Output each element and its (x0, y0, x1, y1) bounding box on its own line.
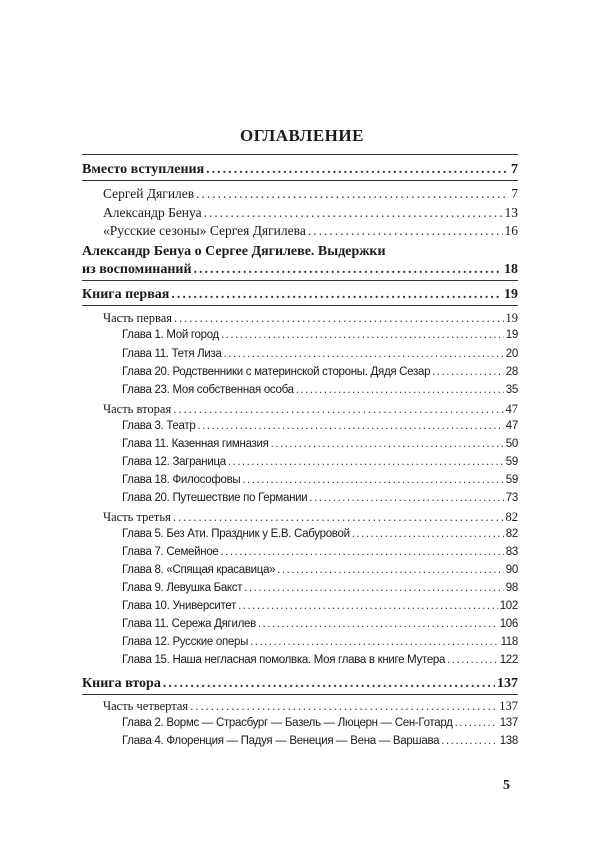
leader-dots (204, 205, 503, 221)
toc-entry-title: Часть третья (103, 510, 171, 524)
toc-entry-page: 83 (505, 546, 518, 558)
toc-entry[interactable] (122, 636, 518, 648)
toc-entry-page: 20 (505, 348, 518, 360)
leader-dots (224, 348, 504, 360)
toc-entry-title-line1: Александр Бенуа о Сергее Дягилеве. Выдержки (82, 244, 386, 259)
toc-entry-page: 73 (505, 492, 518, 504)
toc-entry-title: из воспоминаний (82, 262, 192, 277)
leader-dots (432, 366, 504, 378)
leader-dots (441, 735, 497, 747)
leader-dots (197, 420, 503, 432)
toc-entry-page: 59 (505, 456, 518, 468)
toc-entry-title: Книга первая (82, 287, 170, 302)
toc-entry-title: Глава 20. Родственники с материнской стороны. Дядя Сезар (122, 366, 431, 378)
toc-entry[interactable] (122, 456, 518, 468)
toc-entry-title: Книга втора (82, 676, 161, 691)
leader-dots (171, 287, 502, 303)
toc-entry[interactable] (122, 528, 518, 540)
toc-entry-page: 59 (505, 474, 518, 486)
leader-dots (309, 492, 503, 504)
toc-entry[interactable] (122, 618, 518, 630)
leader-dots (194, 262, 502, 278)
toc-entry-page: 82 (505, 510, 518, 524)
toc-entry[interactable] (103, 311, 518, 326)
page-title: ОГЛАВЛЕНИЕ (240, 126, 364, 145)
toc-entry-page: 137 (499, 717, 518, 729)
leader-dots (221, 329, 504, 341)
toc-entry-title: Глава 7. Семейное (122, 546, 219, 558)
toc-entry-page: 118 (500, 636, 518, 648)
toc-entry-title: Глава 2. Вормс — Страсбург — Базель — Люцерн — Сен-Готард (122, 717, 453, 729)
toc-entry[interactable] (82, 676, 518, 692)
toc-entry[interactable] (103, 205, 518, 221)
toc-entry-page: 82 (505, 528, 518, 540)
toc-entry-page: 13 (504, 205, 518, 220)
toc-entry-title: Часть четвертая (103, 699, 189, 713)
toc-entry-title: Глава 10. Университет (122, 600, 237, 612)
leader-dots (308, 223, 503, 239)
toc-entry[interactable] (122, 329, 518, 341)
toc-entry[interactable] (122, 717, 518, 729)
leader-dots (228, 456, 504, 468)
leader-dots (173, 402, 503, 417)
toc-entry-title: Глава 5. Без Ати. Праздник у Е.В. Сабуровой (122, 528, 350, 540)
toc-entry-title: Вместо вступления (82, 162, 205, 177)
toc-entry-page: 19 (505, 329, 518, 341)
section-rule (82, 280, 518, 281)
toc-entry-page: 35 (505, 384, 518, 396)
toc-entry-title: Глава 20. Путешествие по Германии (122, 492, 308, 504)
toc-entry-title: Глава 23. Моя собственная особа (122, 384, 294, 396)
leader-dots (352, 528, 504, 540)
toc-entry-page: 137 (497, 676, 518, 691)
page-number: 5 (503, 778, 510, 793)
toc-entry-title: Глава 9. Левушка Бакст (122, 582, 243, 594)
toc-entry-title: Глава 8. «Спящая красавица» (122, 564, 276, 576)
toc-entry-page: 7 (511, 186, 518, 201)
toc-entry-page: 7 (511, 162, 518, 177)
leader-dots (244, 582, 504, 594)
leader-dots (455, 717, 498, 729)
leader-dots (250, 636, 499, 648)
toc-entry-page: 122 (499, 654, 518, 666)
toc-entry-title: Часть первая (103, 311, 173, 325)
toc-entry-title: Глава 11. Казенная гимназия (122, 438, 269, 450)
toc-entry-title: Глава 11. Сережа Дягилев (122, 618, 256, 630)
toc-entry[interactable] (122, 735, 518, 747)
toc-entry[interactable] (103, 223, 518, 239)
leader-dots (296, 384, 504, 396)
toc-entry-title: Часть вторая (103, 402, 172, 416)
toc-entry-title: Глава 3. Театр (122, 420, 196, 432)
toc-entry-page: 16 (504, 223, 518, 238)
toc-entry-page: 47 (505, 402, 518, 416)
toc-entry-page: 90 (505, 564, 518, 576)
toc-entry-title: Глава 12. Русские оперы (122, 636, 249, 648)
leader-dots (163, 676, 495, 692)
toc-entry[interactable] (82, 287, 518, 303)
toc-entry-title: Глава 15. Наша негласная помолвка. Моя глава в книге Мутера (122, 654, 446, 666)
toc-entry[interactable] (122, 474, 518, 486)
toc-entry-page: 98 (505, 582, 518, 594)
toc-entry[interactable] (103, 402, 518, 417)
section-rule (82, 180, 518, 181)
toc-entry-title: Сергей Дягилев (103, 186, 195, 201)
leader-dots (206, 162, 509, 178)
leader-dots (242, 474, 503, 486)
leader-dots (190, 699, 497, 714)
toc-entry-title: Глава 11. Тетя Лиза (122, 348, 222, 360)
leader-dots (277, 564, 504, 576)
section-rule (82, 694, 518, 695)
toc-entry-page: 18 (504, 262, 518, 277)
toc-entry-title: Глава 18. Философовы (122, 474, 241, 486)
toc-entry[interactable] (82, 162, 518, 178)
toc-entry-page: 19 (505, 311, 518, 325)
toc-entry[interactable] (122, 546, 518, 558)
leader-dots (196, 186, 509, 202)
leader-dots (221, 546, 504, 558)
leader-dots (447, 654, 498, 666)
toc-entry[interactable] (103, 510, 518, 525)
toc-entry[interactable] (122, 564, 518, 576)
toc-entry-title: Глава 12. Заграница (122, 456, 226, 468)
leader-dots (258, 618, 498, 630)
toc-entry-page: 28 (505, 366, 518, 378)
toc-entry[interactable] (122, 420, 518, 432)
toc-entry[interactable] (122, 348, 518, 360)
toc-entry-page: 102 (499, 600, 518, 612)
toc-entry[interactable] (122, 654, 518, 666)
toc-entry-page: 47 (505, 420, 518, 432)
toc-entry[interactable] (122, 600, 518, 612)
leader-dots (271, 438, 504, 450)
toc-entry-page: 50 (505, 438, 518, 450)
toc-entry-page: 106 (499, 618, 518, 630)
toc-entry[interactable] (103, 699, 518, 714)
toc-entry-title: «Русские сезоны» Сергея Дягилева (103, 223, 306, 238)
toc-entry-page: 19 (504, 287, 518, 302)
section-rule (82, 305, 518, 306)
toc-entry[interactable] (122, 366, 518, 378)
toc-entry[interactable] (122, 582, 518, 594)
toc-entry[interactable] (122, 384, 518, 396)
leader-dots (238, 600, 498, 612)
toc-entry-page: 138 (499, 735, 518, 747)
toc-entry[interactable] (122, 492, 518, 504)
leader-dots (174, 311, 503, 326)
toc-entry[interactable] (122, 438, 518, 450)
toc-entry-title: Глава 4. Флоренция — Падуя — Венеция — Вена — Варшава (122, 735, 440, 747)
leader-dots (173, 510, 504, 525)
toc-entry-title: Глава 1. Мой город (122, 329, 219, 341)
toc-entry[interactable] (103, 186, 518, 202)
toc-entry[interactable] (82, 262, 518, 278)
toc-entry-page: 137 (499, 699, 518, 713)
toc-entry-title: Александр Бенуа (103, 205, 202, 220)
